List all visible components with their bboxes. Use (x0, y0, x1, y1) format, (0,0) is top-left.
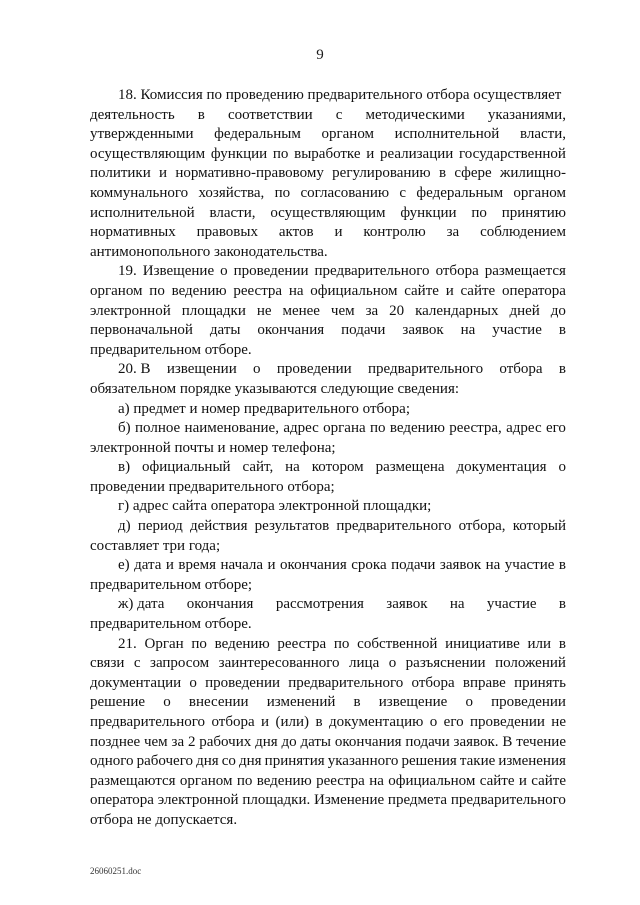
line-word: на (449, 596, 465, 613)
text-line (90, 262, 566, 282)
line-word: и (267, 557, 276, 574)
line-word: оператора (501, 282, 566, 299)
line-word: ж) дата (118, 596, 165, 613)
line-word: по (191, 635, 207, 652)
line-word: который (512, 518, 566, 535)
line-word: дня (196, 753, 219, 770)
line-word: предварительного (90, 714, 206, 730)
line-word: по (274, 184, 291, 201)
line-word: власти, (519, 126, 566, 143)
line-word: внесении (188, 694, 249, 711)
text-line (90, 223, 566, 243)
line-word: актов (278, 224, 314, 241)
line-word: утвержденными (90, 126, 194, 143)
line-word: не (551, 714, 566, 730)
page-number: 9 (316, 47, 324, 63)
line-word: сфере (454, 165, 492, 182)
line-word: за (446, 224, 460, 241)
line-word: дня (255, 733, 278, 750)
line-word: извещение (378, 694, 448, 711)
line-word: оператора (90, 792, 154, 809)
line-word: методическими (365, 106, 465, 123)
line-word: положений (495, 655, 566, 672)
line-word: календарных (415, 302, 499, 319)
line-word: государственной (459, 145, 566, 162)
line-word: рассмотрения (275, 596, 364, 613)
line-word: предмета (387, 792, 448, 809)
text-line (90, 243, 566, 263)
line-word: период (137, 518, 183, 535)
line-word: адрес (506, 420, 542, 437)
line-word: политики (90, 165, 151, 182)
line-word: предварительного (314, 263, 430, 280)
text-line (90, 439, 566, 459)
line-word: предварительном отборе. (90, 616, 252, 633)
line-word: 2 (187, 733, 196, 750)
line-word: в (315, 714, 323, 730)
line-word: размещаются (90, 772, 176, 789)
line-word: предварительного (450, 792, 566, 809)
text-line (90, 125, 566, 145)
line-word: дней (509, 302, 540, 319)
line-word: лица (349, 655, 380, 672)
line-word: документации (90, 674, 182, 691)
line-word: одного (90, 753, 134, 770)
text-line (90, 321, 566, 341)
line-word: правовых (196, 224, 258, 241)
line-word: (или) (275, 714, 310, 730)
line-word: реестра (233, 282, 283, 299)
line-word: и (366, 145, 375, 162)
line-word: наименование, (184, 420, 279, 437)
line-word: дата (134, 557, 162, 574)
line-word: соблюдением (480, 224, 566, 241)
line-word: регулированию (332, 165, 431, 182)
line-word: запросом (150, 655, 210, 672)
line-word: д) (118, 518, 131, 535)
line-word: и (165, 557, 174, 574)
line-word: со (221, 753, 236, 770)
line-word: реестра, (449, 420, 502, 437)
line-word: за (171, 733, 185, 750)
line-word: жилищно- (500, 165, 566, 182)
line-word: и (334, 224, 343, 241)
line-word: органом (90, 282, 143, 299)
line-word: а) предмет и номер предварительного отбора; (118, 400, 410, 417)
line-word: по (149, 282, 165, 299)
line-word: в (558, 557, 566, 574)
line-word: выработке (294, 145, 361, 162)
line-word: окончания (280, 557, 347, 574)
line-word: функции (400, 204, 457, 221)
line-word: по (471, 204, 487, 221)
line-word: Извещение (142, 263, 215, 280)
line-word: г) адрес сайта оператора электронной площадки; (118, 498, 432, 515)
line-word: заявок (386, 596, 428, 613)
line-word: полное (135, 420, 181, 437)
text-line (90, 654, 566, 674)
text-line (90, 478, 566, 498)
line-word: отбора (211, 714, 255, 730)
text-line (90, 282, 566, 302)
line-word: по (236, 772, 253, 789)
line-word: сайт, (242, 459, 274, 476)
line-word: указанного (327, 753, 399, 770)
line-word: е) (118, 557, 130, 574)
line-word: органом (321, 126, 375, 143)
line-word: и (159, 165, 168, 182)
line-word: о (388, 655, 397, 672)
text-line (90, 164, 566, 184)
line-word: осуществляющим (270, 204, 386, 221)
line-word: размещена (375, 459, 445, 476)
text-line (90, 556, 566, 576)
line-word: осуществляющим (90, 145, 206, 162)
line-word: такие (459, 753, 496, 770)
text-line (90, 497, 566, 517)
line-word: до (281, 733, 297, 750)
line-word: органом (513, 184, 566, 201)
text-line (90, 106, 566, 126)
line-word: в (353, 694, 361, 711)
line-word: до (550, 302, 566, 319)
line-word: решения (401, 753, 457, 770)
text-line (90, 419, 566, 439)
line-word: проведении (276, 361, 352, 378)
line-word: проведении (233, 263, 309, 280)
line-word: подачи (391, 557, 436, 574)
line-word: с (133, 655, 141, 672)
line-word: по (370, 420, 386, 437)
line-word: документацию (328, 714, 424, 730)
line-word: документация (456, 459, 547, 476)
line-word: и (261, 714, 270, 730)
line-word: нормативно-правовому (175, 165, 324, 182)
line-word: в) (118, 459, 131, 476)
line-word: коммунального (90, 184, 189, 201)
line-word: официальный (142, 459, 231, 476)
line-word: позднее (90, 733, 141, 750)
line-word: функции (210, 145, 268, 162)
line-word: ведению (256, 772, 312, 789)
line-word: соответствии (227, 106, 313, 123)
line-word: 21. (118, 635, 137, 652)
line-word: вправе (462, 674, 506, 691)
line-word: Орган (144, 635, 184, 652)
line-word: сайте (531, 772, 566, 789)
line-word: чем (330, 302, 355, 319)
line-word: срока (351, 557, 387, 574)
line-word: реестра (277, 635, 327, 652)
line-word: нормативных (90, 224, 176, 241)
line-word: на (288, 282, 304, 299)
line-word: действия (189, 518, 248, 535)
line-word: даты (300, 733, 331, 750)
line-word: окончания (334, 733, 402, 750)
line-word: участие (504, 557, 555, 574)
line-word: не (256, 302, 272, 319)
line-word: заявок. (453, 733, 499, 750)
text-line (90, 458, 566, 478)
line-word: связи (90, 655, 125, 672)
line-word: предварительного (368, 361, 484, 378)
text-line (90, 302, 566, 322)
line-word: даты (209, 322, 241, 339)
line-word: Изменение (314, 792, 385, 809)
line-word: реализации (379, 145, 454, 162)
line-word: с (399, 184, 407, 201)
text-line (90, 752, 566, 772)
line-word: принятия (264, 753, 325, 770)
line-word: рабочего (136, 753, 193, 770)
line-word: сайте (404, 282, 439, 299)
line-word: окончания (186, 596, 254, 613)
line-word: отбора (411, 674, 455, 691)
line-word: 20 (389, 302, 405, 319)
line-word: на (369, 772, 384, 789)
line-word: по (272, 145, 289, 162)
line-word: отбора (499, 361, 543, 378)
line-word: котором (311, 459, 364, 476)
line-word: собственной (357, 635, 438, 652)
line-word: 20. В (118, 361, 151, 378)
line-word: в (558, 635, 566, 652)
line-word: предварительном отборе; (90, 576, 253, 593)
line-word: проведении (470, 714, 545, 730)
line-word: в (197, 106, 205, 123)
line-word: о (429, 714, 438, 730)
line-word: электронной (157, 792, 239, 809)
line-word: отбора, (458, 518, 506, 535)
text-line (90, 772, 566, 792)
line-word: ведению (214, 635, 270, 652)
line-word: проведении предварительного отбора; (90, 478, 335, 495)
line-word: реестра (316, 772, 365, 789)
line-word: инициативе (445, 635, 520, 652)
line-word: время (178, 557, 217, 574)
line-word: заявок (439, 557, 482, 574)
line-word: в (438, 165, 447, 182)
text-line (90, 400, 566, 420)
line-word: органа (323, 420, 366, 437)
text-line (90, 791, 566, 811)
line-word: проведении (491, 694, 566, 711)
text-line (90, 517, 566, 537)
line-word: заявок (402, 322, 444, 339)
line-word: предварительного (336, 518, 452, 535)
text-line (90, 86, 566, 106)
line-word: электронной (90, 302, 171, 319)
line-word: антимонопольного законодательства. (90, 243, 328, 260)
line-word: за (365, 302, 379, 319)
line-word: в (558, 596, 566, 613)
text-line (90, 145, 566, 165)
line-word: федеральным (214, 126, 301, 143)
line-word: дня (239, 753, 262, 770)
line-word: хозяйства, (198, 184, 265, 201)
line-word: 19. (118, 263, 137, 280)
line-word: официальном (388, 772, 476, 789)
line-word: адрес (283, 420, 319, 437)
text-line (90, 595, 566, 615)
line-word: на (285, 459, 300, 476)
line-word: о (253, 361, 261, 378)
text-line (90, 635, 566, 655)
line-word: составляет три года; (90, 537, 221, 554)
line-word: заинтересованного (218, 655, 340, 672)
line-word: 18. Комиссия по проведению предварительного отбора осуществляет (118, 87, 562, 103)
line-word: и (518, 772, 527, 789)
line-word: начала (220, 557, 264, 574)
line-word: проведении (205, 674, 280, 691)
line-word: или (527, 635, 552, 652)
line-word: на (460, 322, 476, 339)
line-word: участие (492, 322, 542, 339)
line-word: В (502, 733, 513, 750)
line-word: подачи (341, 322, 386, 339)
line-word: электронной почты и номер телефона; (90, 439, 336, 456)
text-line (90, 811, 566, 831)
line-word: федеральным (416, 184, 504, 201)
text-line (90, 576, 566, 596)
text-line (90, 733, 566, 753)
text-line (90, 360, 566, 380)
line-word: в (558, 361, 566, 378)
line-word: размещается (484, 263, 566, 280)
line-word: по (333, 635, 350, 652)
line-word: чем (143, 733, 168, 750)
line-word: площадки. (242, 792, 311, 809)
line-word: указаниями, (487, 106, 566, 123)
text-line (90, 380, 566, 400)
line-word: отбора не допускается. (90, 811, 238, 828)
line-word: изменения (498, 753, 566, 770)
text-line (90, 184, 566, 204)
line-word: и (445, 282, 454, 299)
line-word: сайте (479, 772, 515, 789)
line-word: первоначальной (90, 322, 193, 339)
line-word: подачи (405, 733, 450, 750)
text-line (90, 537, 566, 557)
line-word: с (335, 106, 343, 123)
line-word: извещении (166, 361, 237, 378)
line-word: власти, (209, 204, 256, 221)
line-word: его (443, 714, 464, 730)
line-word: сайте (460, 282, 496, 299)
line-word: о (465, 694, 473, 711)
line-word: принятию (501, 204, 566, 221)
line-word: ведению (171, 282, 227, 299)
line-word: согласованию (300, 184, 390, 201)
line-word: предварительном отборе. (90, 341, 252, 358)
line-word: площадки (181, 302, 246, 319)
line-word: контролю (363, 224, 426, 241)
line-word: отбора (435, 263, 479, 280)
line-word: деятельность (90, 106, 175, 123)
line-word: результатов (254, 518, 330, 535)
line-word: рабочих (199, 733, 252, 750)
line-word: обязательном порядке указываются следующие сведения: (90, 380, 460, 397)
line-word: принять (514, 674, 566, 691)
line-word: решение (90, 694, 146, 711)
text-line (90, 674, 566, 694)
line-word: о (558, 459, 566, 476)
text-line (90, 615, 566, 635)
line-word: официальном (310, 282, 398, 299)
line-word: окончания (257, 322, 325, 339)
text-line (90, 713, 566, 733)
text-line (90, 693, 566, 713)
text-line (90, 341, 566, 361)
line-word: течение (516, 733, 566, 750)
line-word: участие (486, 596, 537, 613)
line-word: его (545, 420, 566, 437)
line-word: органом (179, 772, 233, 789)
line-word: о (163, 694, 171, 711)
document-body (90, 86, 566, 831)
line-word: изменений (266, 694, 336, 711)
footer-filename: 26060251.doc (90, 866, 142, 876)
line-word: в (558, 322, 566, 339)
line-word: исполнительной (90, 204, 195, 221)
line-word: предварительного (288, 674, 404, 691)
line-word: менее (282, 302, 320, 319)
text-line (90, 204, 566, 224)
line-word: о (220, 263, 228, 280)
line-word: ведению (389, 420, 445, 437)
line-word: о (189, 674, 197, 691)
line-word: б) (118, 420, 131, 437)
line-word: на (485, 557, 501, 574)
line-word: разъяснении (405, 655, 486, 672)
line-word: исполнительной (394, 126, 500, 143)
